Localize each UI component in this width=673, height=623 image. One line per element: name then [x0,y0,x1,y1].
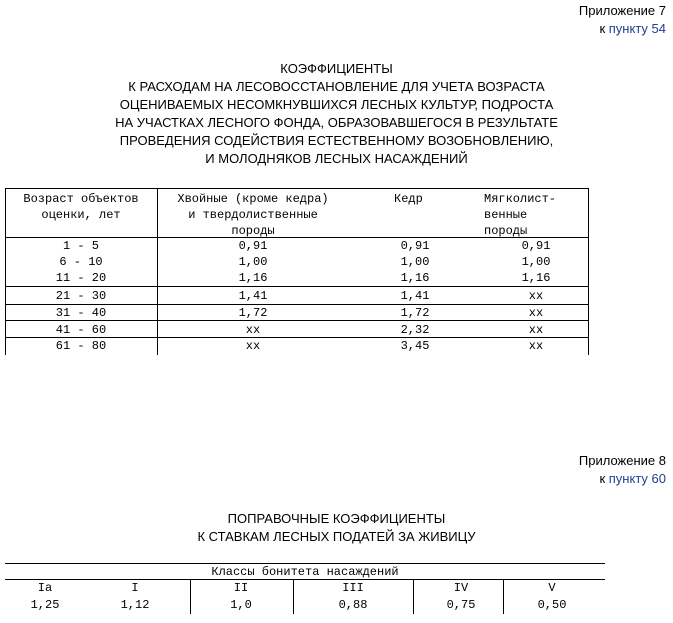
title-1-line: КОЭФФИЦИЕНТЫ [280,61,393,76]
cell-cedar: 1,72 [400,306,430,320]
annex-7-reference [579,2,666,38]
cell-age: 61 - 80 [55,339,107,353]
header-soft-line: породы [484,224,528,238]
header-soft-line: Мягколист- [484,192,557,206]
table-2-col-line [413,580,414,614]
annex-7-ref-link[interactable]: пункту 54 [608,21,666,36]
title-1-line: ОЦЕНИВАЕМЫХ НЕСОМКНУВШИХСЯ ЛЕСНЫХ КУЛЬТУР, ПОДРОСТА [119,97,554,112]
cell-conifer: 1,16 [238,271,268,285]
table-2-col-line [190,580,191,614]
header-conifer-line: и твердолиственные [188,208,318,222]
cell-cedar: 1,16 [400,271,430,285]
cell-age: 41 - 60 [55,323,107,337]
class-label: Ia [37,581,53,595]
title-2-line: ПОПРАВОЧНЫЕ КОЭФФИЦИЕНТЫ [227,511,446,526]
cell-age: 21 - 30 [55,289,107,303]
header-conifer [158,191,348,239]
annex-8-ref [579,470,666,488]
title-2-line: К СТАВКАМ ЛЕСНЫХ ПОДАТЕЙ ЗА ЖИВИЦУ [197,529,476,544]
cell-soft: xx [528,323,544,337]
annex-8-reference [579,452,666,488]
header-cedar-line: Кедр [394,192,423,206]
header-age [6,191,156,223]
document-2-title [0,510,673,546]
cell-cedar: 0,91 [400,239,430,253]
table-1-top-border [5,188,589,189]
header-age-line: Возраст объектов [23,192,139,206]
annex-7-ref [579,20,666,38]
cell-age: 1 - 5 [62,239,99,253]
title-1-line: ПРОВЕДЕНИЯ СОДЕЙСТВИЯ ЕСТЕСТВЕННОМУ ВОЗОБНОВЛЕНИЮ, [119,133,554,148]
cell-conifer: 1,00 [238,255,268,269]
header-soft-line: венные [484,208,528,222]
document-1-title [0,60,673,168]
class-label: IV [453,581,469,595]
cell-conifer: xx [245,323,261,337]
cell-soft: 1,16 [521,271,551,285]
header-conifer-line: Хвойные (кроме кедра) [177,192,329,206]
cell-soft: 1,00 [521,255,551,269]
header-conifer-line: породы [231,224,275,238]
cell-soft: xx [528,306,544,320]
title-1-line: К РАСХОДАМ НА ЛЕСОВОССТАНОВЛЕНИЕ ДЛЯ УЧЕТА ВОЗРАСТА [128,79,545,94]
annex-8-ref-link[interactable]: пункту 60 [608,471,666,486]
class-value: 1,25 [30,598,60,612]
class-label: II [233,581,249,595]
table-2-col-line [293,580,294,614]
annex-7-ref-prefix: к [599,21,609,36]
class-value: 0,88 [338,598,368,612]
table-2-header: Классы бонитета насаждений [211,565,399,579]
annex-8-title: Приложение 8 [578,453,666,468]
cell-cedar: 1,00 [400,255,430,269]
cell-cedar: 3,45 [400,339,430,353]
cell-age: 11 - 20 [55,271,107,285]
cell-conifer: 0,91 [238,239,268,253]
class-label: I [131,581,139,595]
annex-7-title: Приложение 7 [578,3,666,18]
table-1-col-line [588,188,589,355]
class-label: V [548,581,556,595]
header-cedar [394,191,423,207]
cell-conifer: xx [245,339,261,353]
title-1-line: НА УЧАСТКАХ ЛЕСНОГО ФОНДА, ОБРАЗОВАВШЕГОСЯ В РЕЗУЛЬТАТЕ [115,115,558,130]
cell-age: 6 - 10 [59,255,103,269]
cell-age: 31 - 40 [55,306,107,320]
title-1-line: И МОЛОДНЯКОВ ЛЕСНЫХ НАСАЖДЕНИЙ [205,151,468,166]
cell-conifer: 1,41 [238,289,268,303]
table-2-col-line [503,580,504,614]
class-value: 1,0 [230,598,252,612]
header-soft [484,191,556,239]
class-value: 0,50 [537,598,567,612]
cell-cedar: 1,41 [400,289,430,303]
table-1-row-divider [5,286,589,287]
class-value: 0,75 [446,598,476,612]
cell-cedar: 2,32 [400,323,430,337]
annex-8-ref-prefix: к [599,471,609,486]
header-age-line: оценки, лет [41,208,121,222]
class-value: 1,12 [120,598,150,612]
cell-soft: xx [528,289,544,303]
cell-conifer: 1,72 [238,306,268,320]
class-label: III [342,581,364,595]
cell-soft: xx [528,339,544,353]
cell-soft: 0,91 [521,239,551,253]
